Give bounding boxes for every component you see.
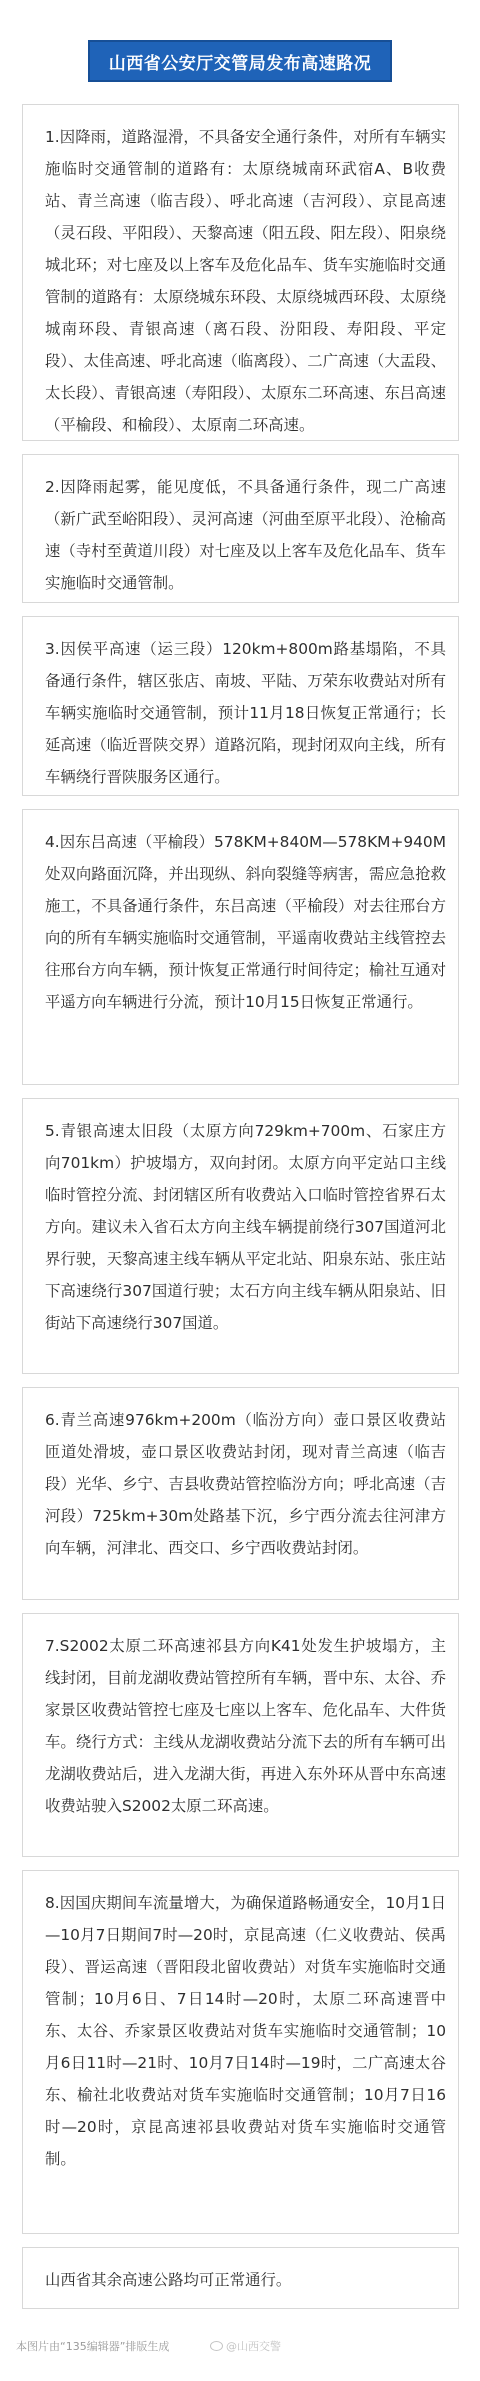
- weibo-icon: [210, 2341, 223, 2351]
- notice-text: 1.因降雨，道路湿滑，不具备安全通行条件，对所有车辆实施临时交通管制的道路有：太原绕城南环武宿A、B收费站、青兰高速（临吉段）、呼北高速（吉河段）、京昆高速（灵石段、平阳段）、天黎高速（阳五段、阳左段）、阳泉绕城北环；对七座及以上客车及危化品车、货车实施临时交通管制的道路有：太原绕城东环段、太原绕城西环段、太原绕城南环段、青银高速（离石段、汾阳段、寿阳段、平定段）、太佳高速、呼北高速（临离段）、二广高速（大盂段、太长段）、青银高速（寿阳段）、太原东二环高速、东吕高速（平榆段、和榆段）、太原南二环高速。: [45, 128, 446, 434]
- notice-text: 8.因国庆期间车流量增大，为确保道路畅通安全，10月1日—10月7日期间7时—20时，京昆高速（仁义收费站、侯禹段）、晋运高速（晋阳段北留收费站）对货车实施临时交通管制；10月6日、7日14时—20时，太原二环高速晋中东、太谷、乔家景区收费站对货车实施临时交通管制；10月6日11时—21时、10月7日14时—19时，二广高速太谷东、榆社北收费站对货车实施临时交通管制；10月7日16时—20时，京昆高速祁县收费站对货车实施临时交通管制。: [45, 1894, 446, 2168]
- notice-text: 7.S2002太原二环高速祁县方向K41处发生护坡塌方，主线封闭，目前龙湖收费站管控所有车辆，晋中东、太谷、乔家景区收费站管控七座及七座以上客车、危化品车、大件货车。绕行方式：主线从龙湖收费站分流下去的所有车辆可出龙湖收费站后，进入龙湖大街，再进入东外环从晋中东高速收费站驶入S2002太原二环高速。: [45, 1637, 446, 1815]
- watermark: [210, 2338, 281, 2354]
- notice-card-7: [22, 1613, 459, 1857]
- notice-text: 2.因降雨起雾，能见度低，不具备通行条件，现二广高速（新广武至峪阳段）、灵河高速（河曲至原平北段）、沧榆高速（寺村至黄道川段）对七座及以上客车及危化品车、货车实施临时交通管制。: [45, 478, 446, 592]
- notice-text: 山西省其余高速公路均可正常通行。: [45, 2271, 292, 2289]
- notice-text: 3.因侯平高速（运三段）120km+800m路基塌陷，不具备通行条件，辖区张店、南坡、平陆、万荣东收费站对所有车辆实施临时交通管制，预计11月18日恢复正常通行；长延高速（临近晋陕交界）道路沉陷，现封闭双向主线，所有车辆绕行晋陕服务区通行。: [45, 640, 446, 786]
- notice-text: 4.因东吕高速（平榆段）578KM+840M—578KM+940M处双向路面沉降，并出现纵、斜向裂缝等病害，需应急抢救施工，不具备通行条件，东吕高速（平榆段）对去往邢台方向的所有车辆实施临时交通管制，平遥南收费站主线管控去往邢台方向车辆，预计恢复正常通行时间待定；榆社互通对平遥方向车辆进行分流，预计10月15日恢复正常通行。: [45, 833, 446, 1011]
- notice-text: 5.青银高速太旧段（太原方向729km+700m、石家庄方向701km）护坡塌方，双向封闭。太原方向平定站口主线临时管控分流、封闭辖区所有收费站入口临时管控省界石太方向。建议未入省石太方向主线车辆提前绕行307国道河北界行驶，天黎高速主线车辆从平定北站、阳泉东站、张庄站下高速绕行307国道行驶；太石方向主线车辆从阳泉站、旧街站下高速绕行307国道。: [45, 1122, 446, 1332]
- notice-card-4: [22, 809, 459, 1085]
- notice-card-6: [22, 1387, 459, 1600]
- notice-card-2: [22, 454, 459, 603]
- notice-card-3: [22, 616, 459, 796]
- notice-card-8: [22, 1870, 459, 2234]
- notice-card-5: [22, 1098, 459, 1374]
- notice-text: 6.青兰高速976km+200m（临汾方向）壶口景区收费站匝道处滑坡，壶口景区收费站封闭，现对青兰高速（临吉段）光华、乡宁、吉县收费站管控临汾方向；呼北高速（吉河段）725km+30m处路基下沉，乡宁西分流去往河津方向车辆，河津北、西交口、乡宁西收费站封闭。: [45, 1411, 446, 1557]
- generator-note: 本图片由“135编辑器”排版生成: [16, 2340, 170, 2353]
- notice-card-summary: [22, 2247, 459, 2309]
- notice-card-1: [22, 104, 459, 441]
- page-title: 山西省公安厅交管局发布高速路况: [108, 53, 372, 74]
- title-banner: [88, 40, 392, 82]
- watermark-text: @山西交警: [226, 2340, 281, 2353]
